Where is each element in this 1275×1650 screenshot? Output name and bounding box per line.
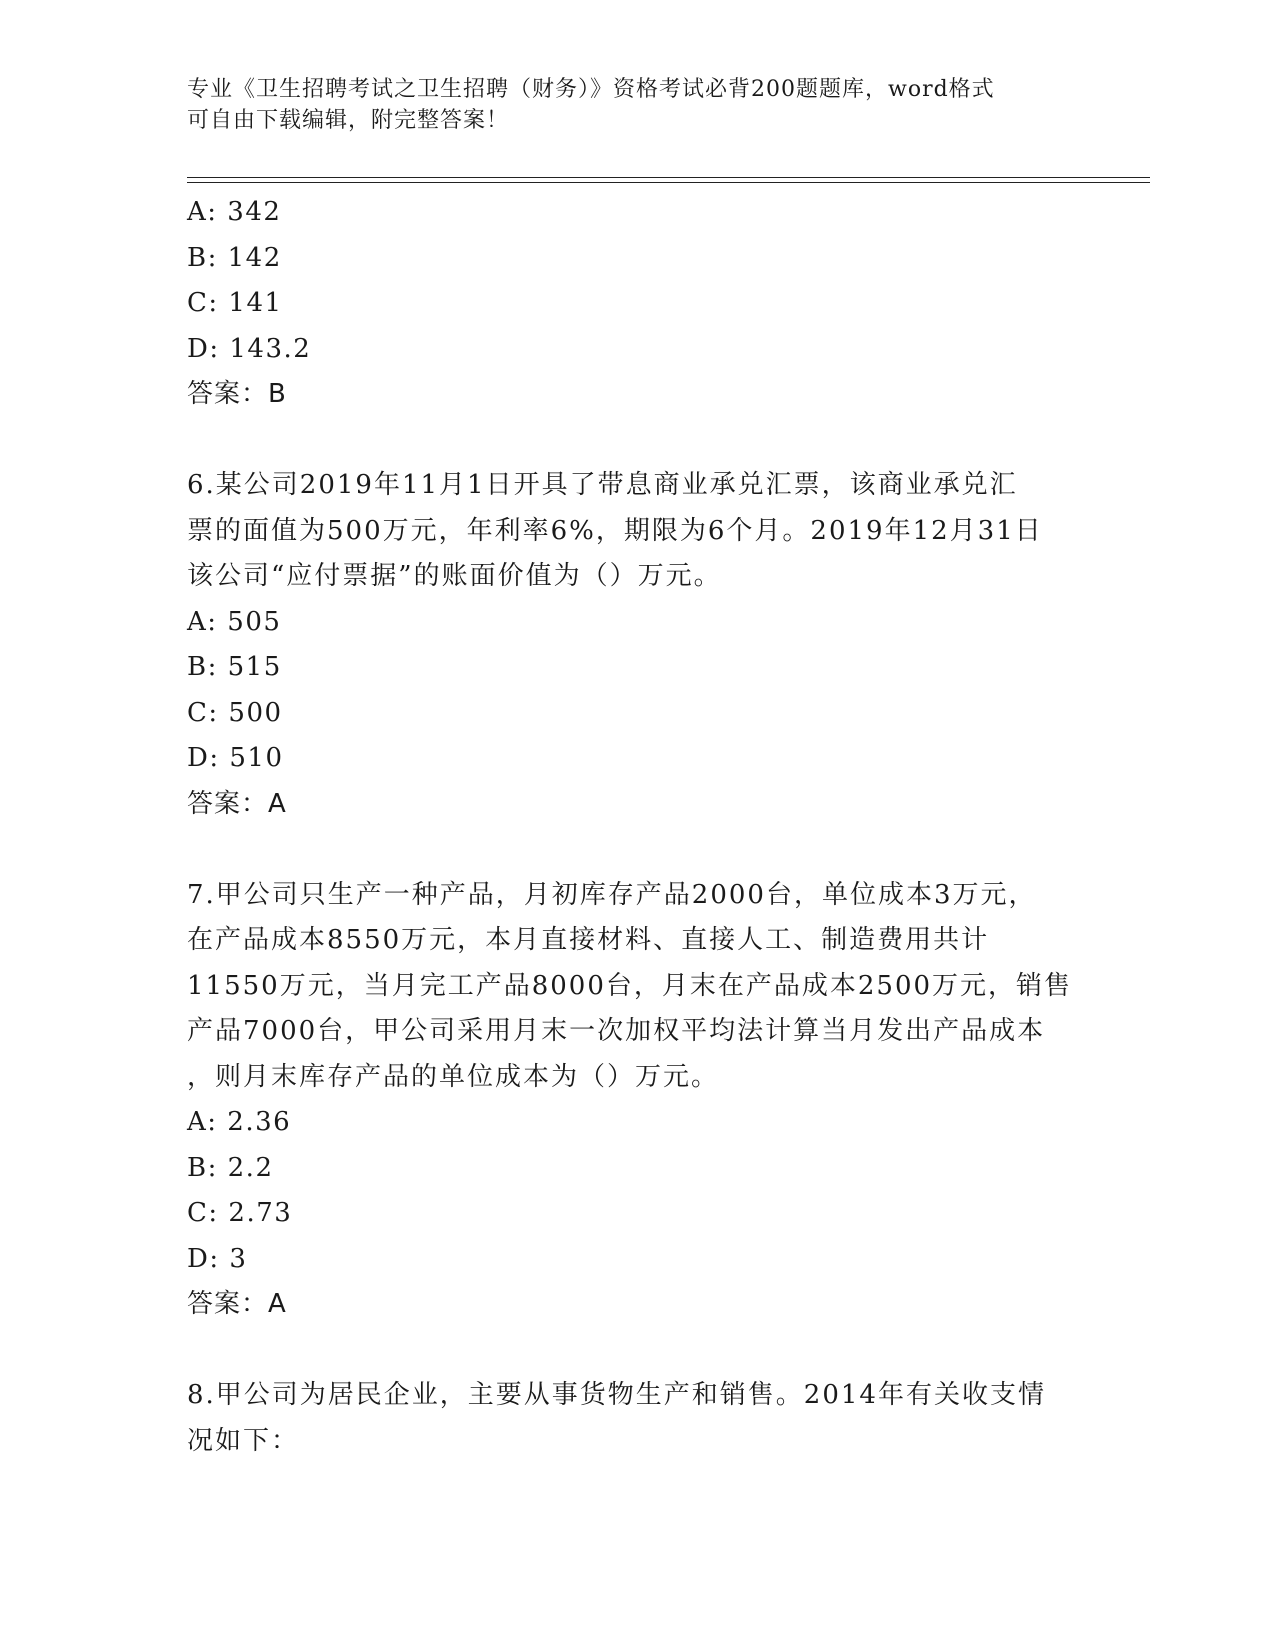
question-line: 6.某公司2019年11月1日开具了带息商业承兑汇票，该商业承兑汇 [187, 470, 1018, 500]
question-line: 该公司“应付票据”的账面价值为（）万元。 [187, 561, 722, 591]
question-6 [187, 463, 1087, 827]
question-line: 票的面值为500万元，年利率6%，期限为6个月。2019年12月31日 [187, 515, 1043, 546]
question-line: ，则月末库存产品的单位成本为（）万元。 [187, 1061, 720, 1092]
question-line: 在产品成本8550万元，本月直接材料、直接人工、制造费用共计 [187, 925, 990, 955]
question-text [187, 873, 1087, 1101]
question-content [187, 190, 1087, 1464]
option-c: C: 500 [187, 697, 283, 728]
option-b: B: 515 [187, 652, 282, 682]
document-header [187, 74, 1067, 136]
option-d: D: 510 [187, 743, 284, 773]
header-line-2: 可自由下载编辑，附完整答案！ [187, 108, 510, 133]
option-d: D: 143.2 [187, 333, 312, 364]
answer: 答案：A [187, 788, 287, 819]
question-line: 况如下： [187, 1425, 300, 1456]
option-c: C: 2.73 [187, 1198, 293, 1228]
option-a: A: 342 [187, 197, 282, 227]
spacer [187, 418, 1087, 464]
question-text [187, 1373, 1087, 1464]
question-line: 8.甲公司为居民企业，主要从事货物生产和销售。2014年有关收支情 [187, 1380, 1046, 1410]
question-line: 11550万元，当月完工产品8000台，月末在产品成本2500万元，销售 [187, 970, 1073, 1001]
question-line: 产品7000台，甲公司采用月末一次加权平均法计算当月发出产品成本 [187, 1016, 1046, 1046]
header-divider-top [187, 177, 1150, 178]
header-divider-bottom [187, 182, 1150, 183]
option-b: B: 2.2 [187, 1152, 274, 1183]
option-d: D: 3 [187, 1243, 248, 1274]
spacer [187, 1328, 1087, 1374]
option-a: A: 505 [187, 606, 282, 637]
question-8 [187, 1373, 1087, 1464]
question-line: 7.甲公司只生产一种产品，月初库存产品2000台，单位成本3万元， [187, 879, 1037, 910]
answer: 答案：A [187, 1289, 287, 1319]
header-line-1: 专业《卫生招聘考试之卫生招聘（财务）》资格考试必背200题题库，word格式 [187, 77, 995, 102]
option-b: B: 142 [187, 242, 282, 273]
answer: 答案：B [187, 379, 287, 409]
question-7 [187, 873, 1087, 1328]
option-a: A: 2.36 [187, 1107, 292, 1137]
option-c: C: 141 [187, 288, 283, 318]
spacer [187, 827, 1087, 873]
question-text [187, 463, 1087, 600]
question-5 [187, 190, 1087, 418]
